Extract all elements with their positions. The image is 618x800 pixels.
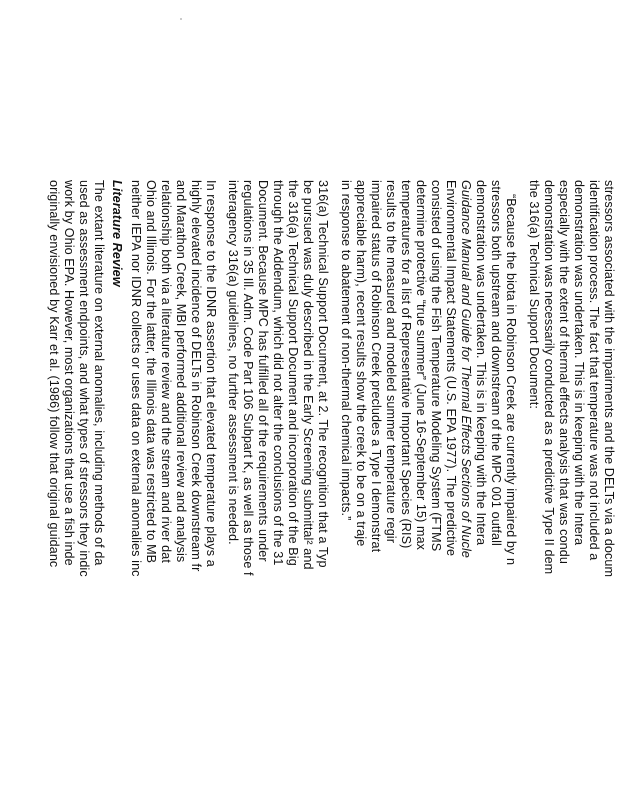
paragraph-line: Ohio and Illinois. For the latter, the Illinois data was restricted to MB — [144, 180, 158, 564]
paragraph-line: neither IEPA nor IDNR collects or uses data on external anomalies inc — [129, 180, 143, 577]
paragraph-line: relationship both via a literature review and the stream and river dat — [159, 180, 173, 563]
paragraph-line: originally envisioned by Karr et al. (1986) follow that original guidanc — [47, 180, 61, 568]
intro-line: demonstration was necessarily conducted as a predictive Type II dem — [542, 180, 556, 575]
quote-line: impaired status of Robinson Creek precludes a Type I demonstrat — [369, 180, 383, 553]
paragraph-line: Document. Because MPC has fulfilled all of the requirements under — [256, 180, 270, 562]
quote-line: Environmental Impact Statements (U.S. EPA 1977). The predictive — [444, 180, 458, 557]
quote-line: determine protective “true summer” (June 16-September 15) max — [414, 180, 428, 551]
paragraph-line: In response to the IDNR assertion that elevated temperature plays a — [204, 180, 218, 567]
quote-line: “Because the biota in Robinson Creek are currently impaired by n — [504, 194, 518, 566]
paragraph-line: through the Addendum, which did not alter the conclusions of the 31 — [271, 180, 285, 566]
quote-line: stressors both upstream and downstream of the MPC 001 outfall — [489, 180, 503, 546]
paragraph-line: and Marathon Creek, MBI performed additional review and analysis — [174, 180, 188, 563]
paragraph-line: used as assessment endpoints, and what types of stressors they indic — [77, 180, 91, 577]
paragraph-line: interagency 316(a) guidelines, no further assessment is needed. — [226, 180, 240, 545]
quote-line: demonstration was undertaken. This is in keeping with the Intera — [474, 180, 488, 546]
paragraph-line: highly elevated incidence of DELTs in Robinson Creek downstream fr — [189, 180, 203, 572]
paragraph-line: regulations in 35 Ill. Adm. Code Part 106 Subpart K, as well as those f — [241, 180, 255, 576]
quote-line: results to the measured and modeled summer temperature regir — [384, 180, 398, 543]
paragraph-line: 316(a) Technical Support Document, at 2. The recognition that a Typ — [316, 180, 330, 568]
intro-line: identification process. The fact that temperature was not included a — [587, 180, 601, 561]
intro-line: demonstration was undertaken. This is in keeping with the Intera — [572, 180, 586, 546]
intro-line: stressors associated with the impairments and the DELTs via a docum — [602, 180, 616, 578]
paragraph-line: work by Ohio EPA. However, most organizations that use a fish inde — [62, 180, 76, 566]
quote-line: consisted of using the Fish Temperature Modeling System (FTMS — [429, 180, 443, 552]
quote-line: Guidance Manual and Guide for Thermal Effects Sections of Nucle — [459, 180, 473, 559]
quote-line: in response to abatement of non-thermal chemical impacts.” — [339, 180, 353, 521]
quote-line: temperatures for a list of Representative Important Species (RIS) — [399, 180, 413, 549]
quote-line: appreciable harm), recent results show the creek to be on a traje — [354, 180, 368, 547]
intro-line: especially with the extent of thermal effects analysis that was condu — [557, 180, 571, 564]
section-heading: Literature Review — [110, 180, 124, 287]
intro-line: the 316(a) Technical Support Document: — [527, 180, 541, 409]
paragraph-line: the 316(a) Technical Support Document and incorporation of the Big — [286, 180, 300, 566]
paragraph-line: The extant literature on external anomalies, including methods of da — [92, 180, 106, 566]
scan-speck — [180, 18, 182, 20]
paragraph-line: be pursued was duly described in the Early Screening submittal² and — [301, 180, 315, 570]
